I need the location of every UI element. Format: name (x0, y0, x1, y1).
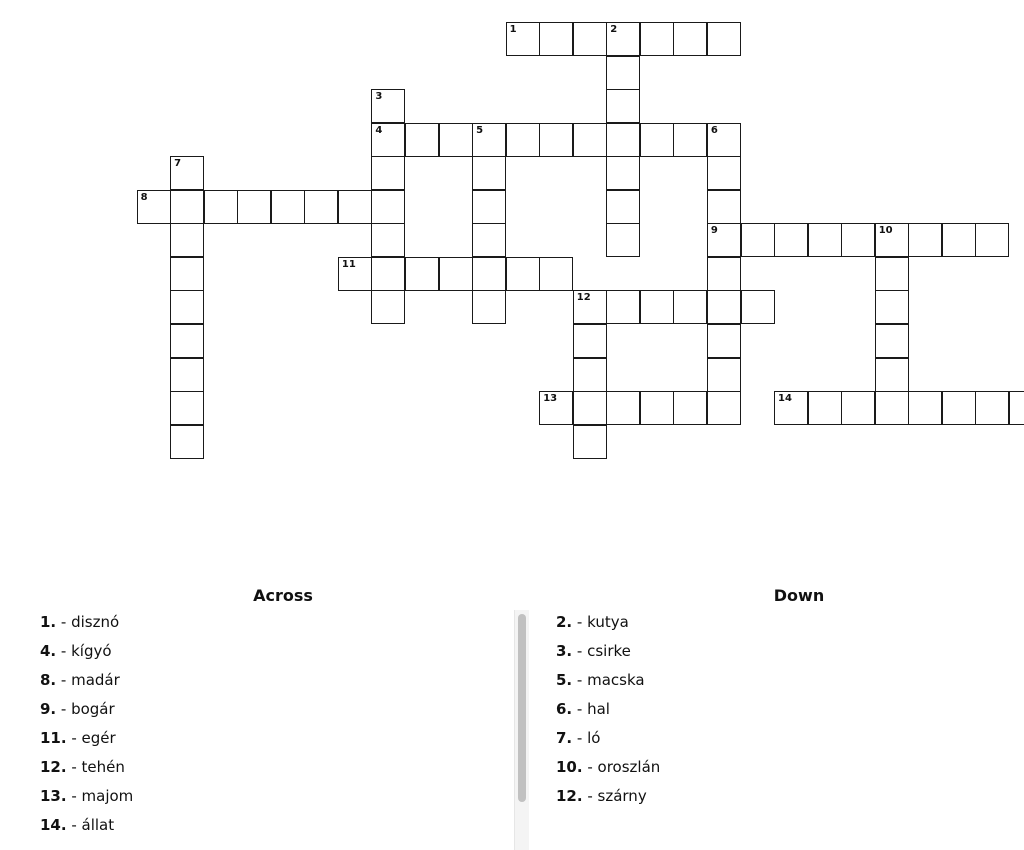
crossword-cell[interactable] (707, 190, 741, 224)
clue-number: 14. (40, 816, 67, 834)
crossword-cell[interactable] (506, 22, 540, 56)
down-heading: Down (773, 586, 825, 605)
crossword-cell[interactable] (707, 22, 741, 56)
crossword-cell[interactable] (606, 123, 640, 157)
clue-number: 6. (556, 700, 573, 718)
clue-across-4[interactable] (40, 637, 133, 666)
crossword-cell[interactable] (673, 290, 707, 324)
crossword-cell[interactable] (472, 190, 506, 224)
crossword-cell[interactable] (875, 324, 909, 358)
crossword-cell[interactable] (808, 391, 842, 425)
crossword-cell[interactable] (606, 223, 640, 257)
crossword-cell[interactable] (439, 123, 473, 157)
clue-text: - szárny (582, 787, 647, 805)
crossword-cell[interactable] (640, 290, 674, 324)
crossword-cell[interactable] (875, 257, 909, 291)
clue-down-12[interactable] (556, 782, 660, 811)
crossword-cell[interactable] (673, 22, 707, 56)
crossword-cell[interactable] (539, 391, 573, 425)
cell-number: 4 (375, 124, 383, 136)
across-heading: Across (253, 586, 313, 605)
crossword-cell[interactable] (170, 324, 204, 358)
crossword-cell[interactable] (371, 156, 405, 190)
crossword-cell[interactable] (640, 22, 674, 56)
clue-down-6[interactable] (556, 695, 660, 724)
crossword-cell[interactable] (640, 391, 674, 425)
clue-text: - tehén (66, 758, 125, 776)
cell-number: 7 (174, 158, 182, 170)
clue-across-8[interactable] (40, 666, 133, 695)
crossword-cell[interactable] (237, 190, 271, 224)
clue-number: 5. (556, 671, 573, 689)
cell-number: 1 (509, 24, 517, 35)
crossword-cell[interactable] (472, 223, 506, 257)
clue-across-13[interactable] (40, 782, 133, 811)
across-clue-list (40, 608, 133, 840)
clue-text: - kutya (572, 613, 629, 631)
crossword-cell[interactable] (371, 190, 405, 224)
crossword-cell[interactable] (170, 290, 204, 324)
crossword-cell[interactable] (808, 223, 842, 257)
crossword-cell[interactable] (841, 391, 875, 425)
crossword-cell[interactable] (472, 156, 506, 190)
crossword-cell[interactable] (908, 391, 942, 425)
clue-number: 2. (556, 613, 573, 631)
clue-number: 12. (556, 787, 583, 805)
crossword-cell[interactable] (371, 257, 405, 291)
crossword-cell[interactable] (338, 257, 372, 291)
crossword-cell[interactable] (506, 123, 540, 157)
crossword-cell[interactable] (338, 190, 372, 224)
crossword-cell[interactable] (707, 391, 741, 425)
crossword-cell[interactable] (673, 391, 707, 425)
cell-number: 3 (375, 91, 383, 103)
cell-number: 8 (140, 191, 148, 203)
crossword-cell[interactable] (707, 257, 741, 291)
crossword-cell[interactable] (573, 358, 607, 392)
crossword-cell[interactable] (606, 22, 640, 56)
clue-number: 4. (40, 642, 57, 660)
crossword-cell[interactable] (170, 223, 204, 257)
crossword-cell[interactable] (707, 123, 741, 157)
clue-text: - ló (572, 729, 601, 747)
crossword-cell[interactable] (741, 223, 775, 257)
crossword-cell[interactable] (573, 290, 607, 324)
clue-across-11[interactable] (40, 724, 133, 753)
crossword-cell[interactable] (472, 257, 506, 291)
clue-down-2[interactable] (556, 608, 660, 637)
crossword-cell[interactable] (606, 290, 640, 324)
crossword-cell[interactable] (439, 257, 473, 291)
crossword-cell[interactable] (640, 123, 674, 157)
crossword-cell[interactable] (875, 391, 909, 425)
crossword-cell[interactable] (573, 22, 607, 56)
clue-number: 13. (40, 787, 67, 805)
crossword-cell[interactable] (539, 123, 573, 157)
clue-text: - állat (66, 816, 115, 834)
clue-number: 10. (556, 758, 583, 776)
clue-text: - egér (66, 729, 116, 747)
crossword-cell[interactable] (170, 190, 204, 224)
cell-number: 2 (610, 24, 618, 35)
clue-number: 7. (556, 729, 573, 747)
crossword-cell[interactable] (841, 223, 875, 257)
crossword-cell[interactable] (137, 190, 171, 224)
crossword-cell[interactable] (707, 358, 741, 392)
scrollbar-thumb[interactable] (518, 614, 526, 802)
crossword-cell[interactable] (606, 156, 640, 190)
crossword-cell[interactable] (606, 56, 640, 90)
cell-number: 6 (710, 124, 718, 136)
clue-text: - kígyó (56, 642, 112, 660)
cell-number: 12 (576, 292, 591, 304)
crossword-cell[interactable] (170, 425, 204, 459)
crossword-cell[interactable] (271, 190, 305, 224)
crossword-cell[interactable] (170, 257, 204, 291)
crossword-cell[interactable] (170, 156, 204, 190)
down-clue-list (556, 608, 660, 811)
crossword-cell[interactable] (1009, 391, 1024, 425)
cell-number: 5 (476, 124, 484, 136)
clue-text: - majom (66, 787, 134, 805)
crossword-cell[interactable] (539, 22, 573, 56)
crossword-cell[interactable] (371, 290, 405, 324)
clue-text: - csirke (572, 642, 631, 660)
clue-number: 9. (40, 700, 57, 718)
cell-number: 11 (341, 258, 356, 270)
clue-across-12[interactable] (40, 753, 133, 782)
clue-text: - madár (56, 671, 120, 689)
clue-text: - disznó (56, 613, 120, 631)
crossword-cell[interactable] (170, 391, 204, 425)
crossword-cell[interactable] (707, 156, 741, 190)
crossword-cell[interactable] (304, 190, 338, 224)
clue-down-5[interactable] (556, 666, 660, 695)
clue-down-3[interactable] (556, 637, 660, 666)
crossword-cell[interactable] (371, 123, 405, 157)
clue-number: 3. (556, 642, 573, 660)
clue-down-7[interactable] (556, 724, 660, 753)
crossword-cell[interactable] (606, 190, 640, 224)
crossword-cell[interactable] (908, 223, 942, 257)
crossword-cell[interactable] (573, 123, 607, 157)
clue-across-14[interactable] (40, 811, 133, 840)
clue-down-10[interactable] (556, 753, 660, 782)
clue-text: - hal (572, 700, 610, 718)
cell-number: 9 (710, 225, 718, 237)
cell-number: 14 (778, 393, 792, 404)
crossword-cell[interactable] (774, 391, 808, 425)
crossword-cell[interactable] (942, 391, 976, 425)
crossword-cell[interactable] (606, 89, 640, 123)
crossword-cell[interactable] (707, 223, 741, 257)
crossword-cell[interactable] (472, 290, 506, 324)
crossword-cell[interactable] (170, 358, 204, 392)
crossword-cell[interactable] (774, 223, 808, 257)
clue-text: - macska (572, 671, 645, 689)
crossword-cell[interactable] (405, 123, 439, 157)
cell-number: 10 (878, 225, 893, 237)
clue-number: 1. (40, 613, 57, 631)
clue-number: 8. (40, 671, 57, 689)
crossword-cell[interactable] (405, 257, 439, 291)
clue-number: 12. (40, 758, 67, 776)
crossword-cell[interactable] (204, 190, 238, 224)
crossword-cell[interactable] (975, 223, 1009, 257)
crossword-cell[interactable] (472, 123, 506, 157)
crossword-cell[interactable] (573, 324, 607, 358)
crossword-cell[interactable] (707, 290, 741, 324)
crossword-cell[interactable] (741, 290, 775, 324)
clue-across-1[interactable] (40, 608, 133, 637)
clue-across-9[interactable] (40, 695, 133, 724)
crossword-cell[interactable] (606, 391, 640, 425)
clue-text: - bogár (56, 700, 115, 718)
crossword-cell[interactable] (539, 257, 573, 291)
cell-number: 13 (543, 393, 558, 404)
crossword-cell[interactable] (875, 358, 909, 392)
crossword-cell[interactable] (875, 290, 909, 324)
crossword-cell[interactable] (975, 391, 1009, 425)
crossword-cell[interactable] (942, 223, 976, 257)
clue-text: - oroszlán (582, 758, 661, 776)
clue-number: 11. (40, 729, 67, 747)
crossword-cell[interactable] (707, 324, 741, 358)
crossword-cell[interactable] (371, 223, 405, 257)
crossword-cell[interactable] (673, 123, 707, 157)
crossword-cell[interactable] (573, 425, 607, 459)
crossword-cell[interactable] (506, 257, 540, 291)
crossword-cell[interactable] (371, 89, 405, 123)
crossword-cell[interactable] (875, 223, 909, 257)
crossword-cell[interactable] (573, 391, 607, 425)
